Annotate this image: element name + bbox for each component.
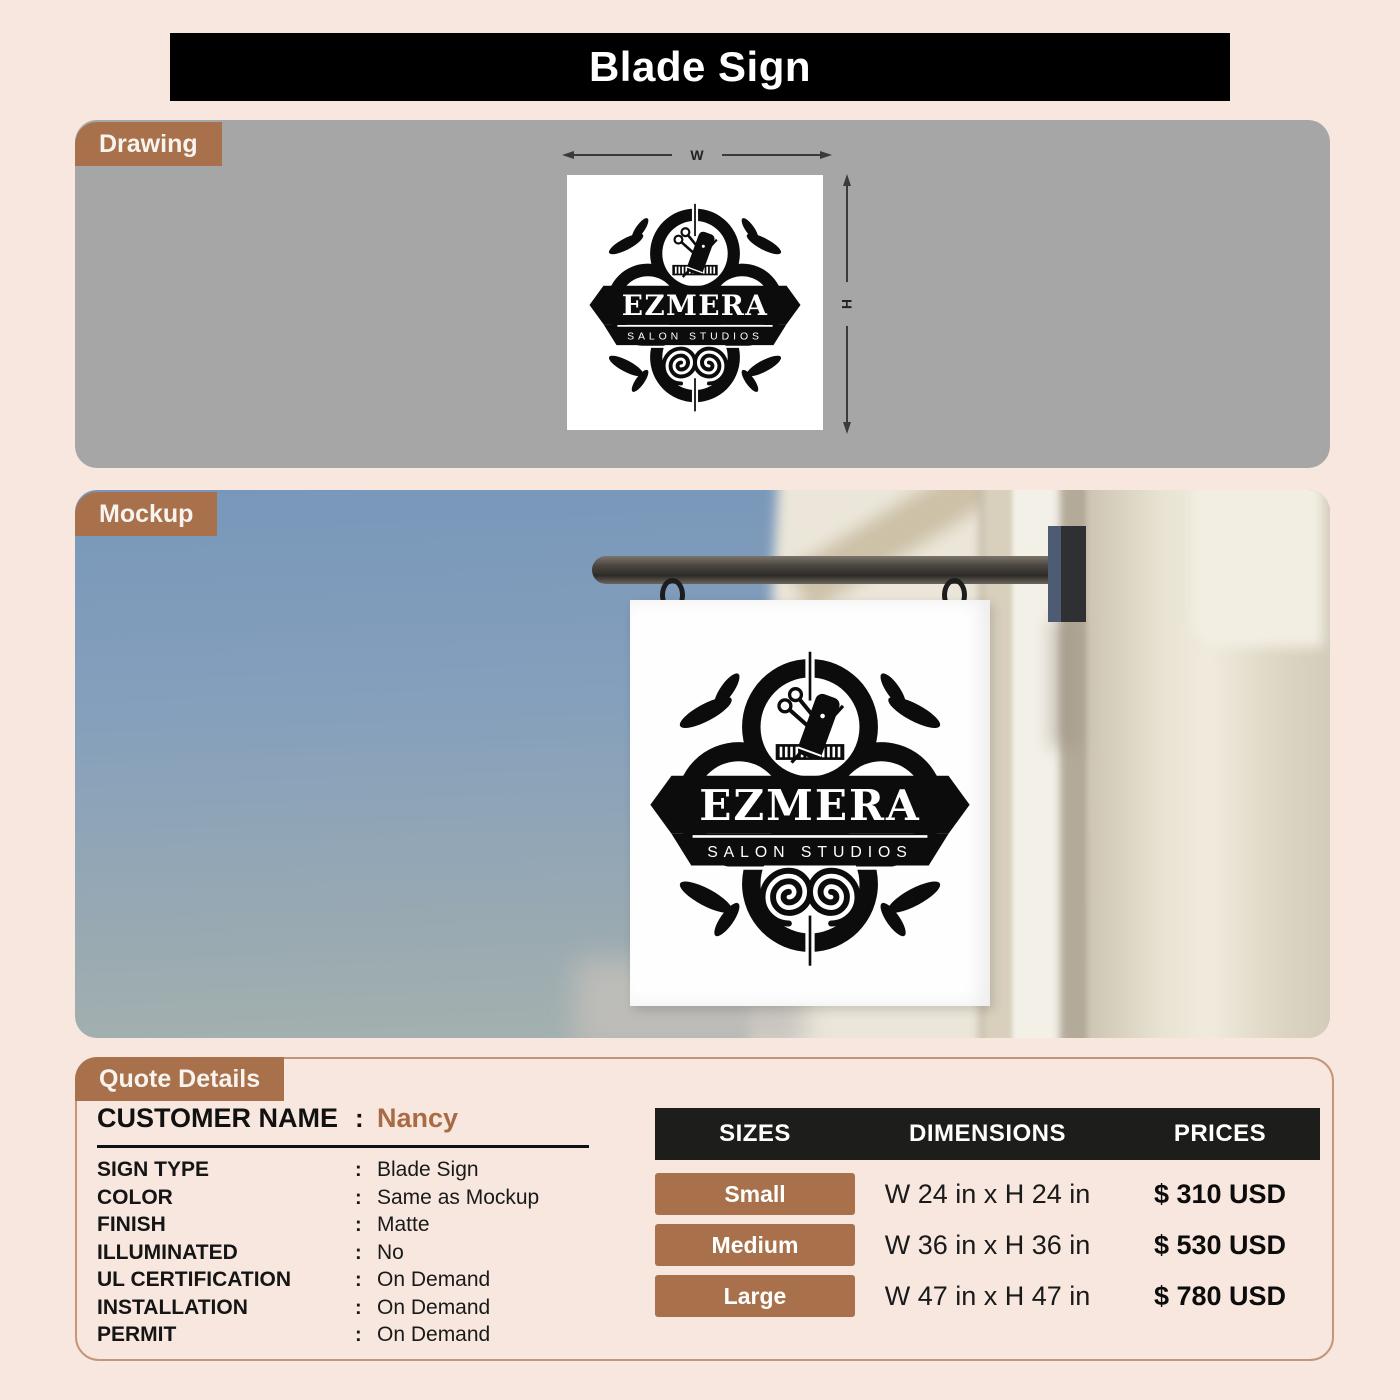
field-label: UL CERTIFICATION [97,1268,292,1291]
quote-field-row [97,1159,539,1181]
field-colon: : [355,1296,362,1319]
quote-fields [97,1159,539,1346]
price-value: $ 780 USD [1153,1280,1287,1311]
quote-field-row [97,1242,539,1264]
customer-colon: : [355,1103,364,1133]
bracket-shadow [1051,618,1079,748]
tab-mockup [75,492,217,536]
tab-quote-details [75,1057,284,1101]
building-recess [1193,490,1323,647]
quote-field-row [97,1269,539,1291]
quote-field-row [97,1324,539,1346]
field-value: Matte [377,1213,430,1236]
quote-field-row [97,1214,539,1236]
field-colon: : [355,1241,362,1264]
height-dimension-line [839,170,855,438]
field-label: PERMIT [97,1323,177,1346]
customer-name-value: Nancy [377,1103,459,1133]
size-button-medium[interactable]: Medium [655,1224,855,1266]
header-sizes: SIZES [719,1120,791,1147]
mockup-panel [75,490,1330,1038]
field-label: ILLUMINATED [97,1240,238,1264]
size-button-small[interactable]: Small [655,1173,855,1215]
field-label: COLOR [97,1185,173,1209]
price-value: $ 310 USD [1153,1178,1287,1209]
tab-drawing [75,122,222,166]
size-button-large[interactable]: Large [655,1275,855,1317]
quote-field-row [97,1297,539,1319]
field-colon: : [355,1214,362,1236]
field-value: Blade Sign [377,1158,479,1181]
title-bar [170,33,1230,101]
field-colon: : [355,1186,362,1209]
customer-name-row [97,1103,458,1134]
pricing-rows [655,1173,1320,1317]
field-value: On Demand [377,1295,491,1319]
field-colon: : [355,1159,362,1181]
dimensions-value: W 47 in x H 47 in [884,1280,1091,1311]
field-value: No [377,1240,404,1264]
pricing-table [655,1108,1320,1317]
bracket-mount-plate [1048,526,1086,622]
page-title: Blade Sign [588,43,812,90]
pricing-header-row [655,1108,1320,1160]
height-label: H [839,298,855,310]
mockup-tab-label: Mockup [99,499,194,528]
header-prices: PRICES [1173,1120,1267,1147]
drawing-panel [75,120,1330,468]
field-value: Same as Mockup [377,1185,540,1209]
field-label: INSTALLATION [97,1295,248,1319]
field-label: FINISH [97,1213,166,1236]
field-colon: : [355,1269,362,1291]
bracket-pole [592,556,1062,584]
width-dimension-line [558,147,836,163]
ezmera-logo-mockup [645,628,975,971]
sign-drawing [567,175,823,430]
pricing-row [655,1173,1320,1215]
field-value: On Demand [377,1268,491,1291]
customer-underline [97,1145,589,1148]
field-label: SIGN TYPE [97,1158,210,1181]
drawing-tab-label: Drawing [99,129,198,158]
pricing-row [655,1275,1320,1317]
field-colon: : [355,1324,362,1346]
width-label: W [690,147,704,163]
header-dimensions: DIMENSIONS [908,1120,1066,1147]
quote-field-row [97,1187,539,1209]
price-value: $ 530 USD [1153,1229,1287,1260]
blade-sign-mockup [630,600,990,1006]
quote-tab-label: Quote Details [99,1064,261,1093]
customer-name-label: CUSTOMER NAME [97,1103,339,1133]
dimensions-value: W 36 in x H 36 in [884,1229,1091,1260]
dimensions-value: W 24 in x H 24 in [884,1178,1091,1209]
field-value: On Demand [377,1323,491,1346]
ezmera-logo-drawing [586,188,804,415]
pricing-row [655,1224,1320,1266]
